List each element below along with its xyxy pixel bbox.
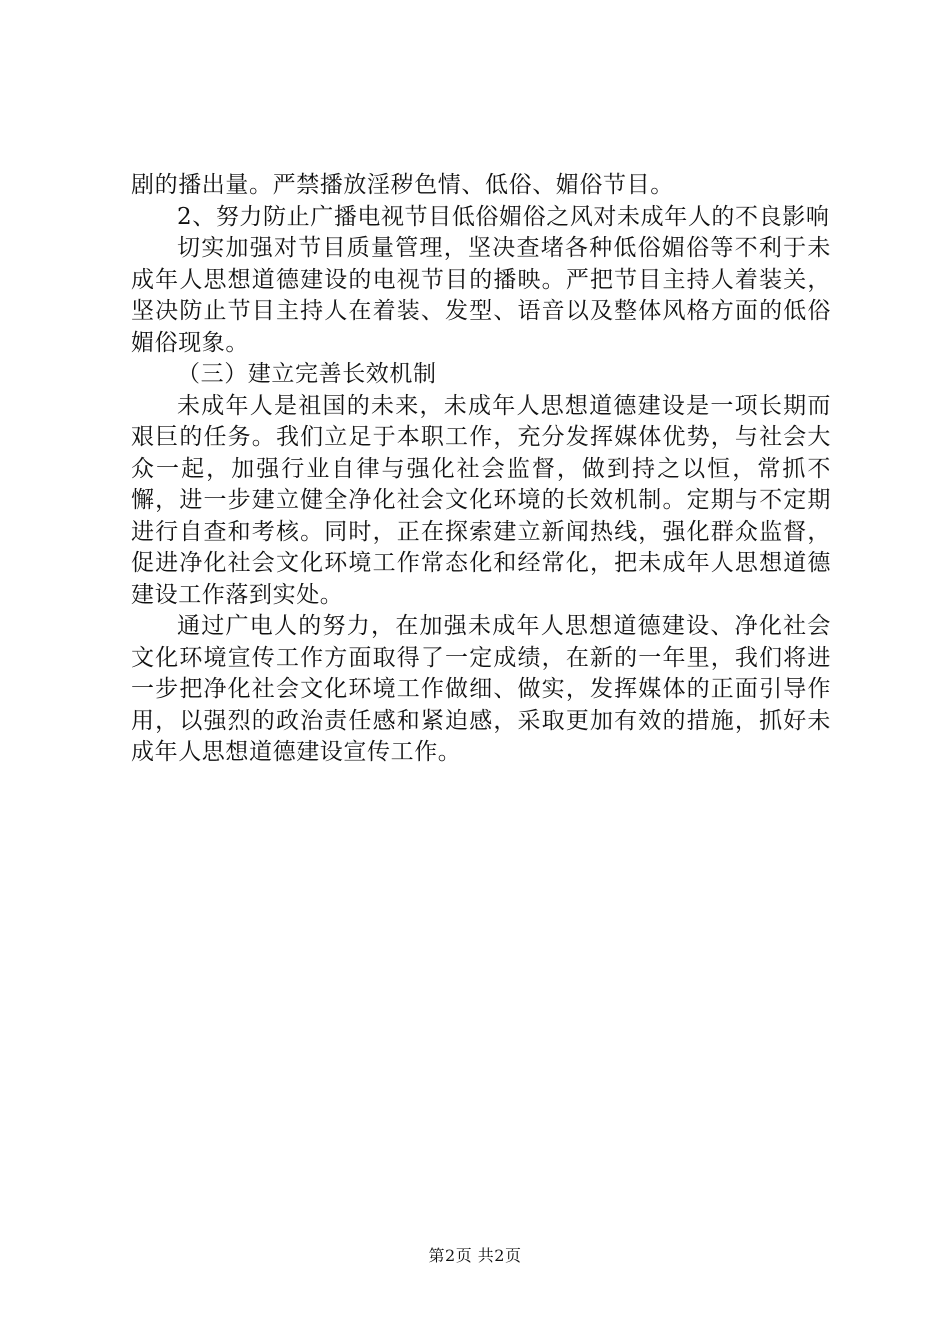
section-heading: （三）建立完善长效机制 bbox=[177, 361, 437, 387]
section-item-heading: 2、努力防止广播电视节目低俗媚俗之风对未成年人的不良影响 bbox=[177, 203, 830, 230]
page-number-footer: 第2页 共2页 bbox=[428, 1246, 522, 1265]
paragraph-quality-management: 切实加强对节目质量管理，坚决查堵各种低俗媚俗等不利于未成年人思想道德建设的电视节目的播映。严把节目主持人着装关，坚决防止节目主持人在着装、发型、语音以及整体风格方面的低俗媚俗现象。 bbox=[131, 235, 831, 356]
document-body bbox=[131, 170, 831, 769]
paragraph-conclusion: 通过广电人的努力，在加强未成年人思想道德建设、净化社会文化环境宣传工作方面取得了一定成绩，在新的一年里，我们将进一步把净化社会文化环境工作做细、做实，发挥媒体的正面引导作用，以强烈的政治责任感和紧迫感，采取更加有效的措施，抓好未成年人思想道德建设宣传工作。 bbox=[131, 613, 831, 765]
paragraph-long-term-mechanism: 未成年人是祖国的未来，未成年人思想道德建设是一项长期而艰巨的任务。我们立足于本职工作，充分发挥媒体优势，与社会大众一起，加强行业自律与强化社会监督，做到持之以恒，常抓不懈，进一步建立健全净化社会文化环境的长效机制。定期与不定期进行自查和考核。同时，正在探索建立新闻热线，强化群众监督，促进净化社会文化环境工作常态化和经常化，把未成年人思想道德建设工作落到实处。 bbox=[131, 392, 831, 608]
paragraph-continuation: 剧的播出量。严禁播放淫秽色情、低俗、媚俗节目。 bbox=[131, 172, 674, 198]
